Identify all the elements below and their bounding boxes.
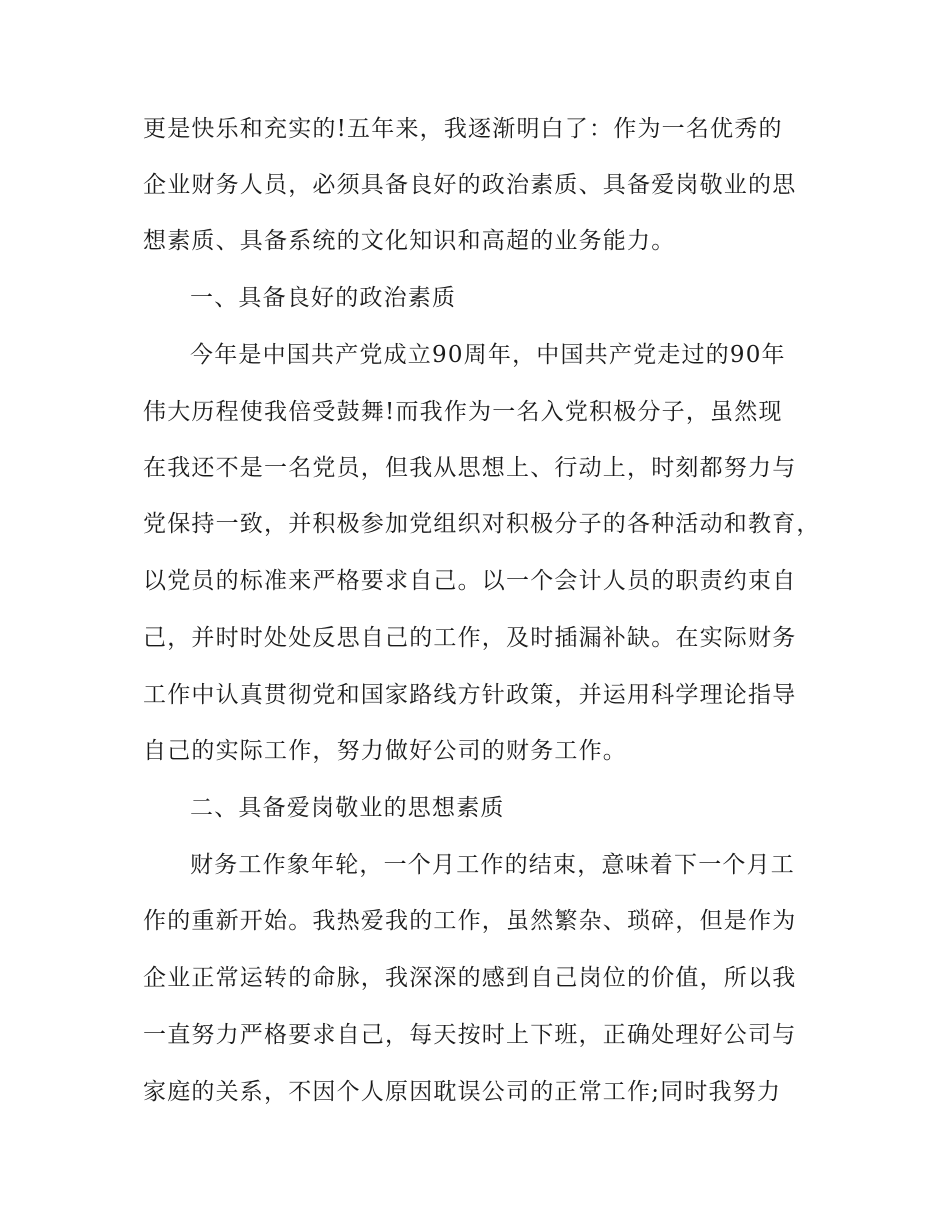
text-line: 伟大历程使我倍受鼓舞!而我作为一名入党积极分子，虽然现 <box>143 399 783 425</box>
text-line: 党保持一致，并积极参加党组织对积极分子的各种活动和教育， <box>143 511 821 537</box>
text-line: 在我还不是一名党员，但我从思想上、行动上，时刻都努力与 <box>143 455 797 481</box>
text-line: 工作中认真贯彻党和国家路线方针政策，并运用科学理论指导 <box>143 682 797 708</box>
text-line: 己，并时时处处反思自己的工作，及时插漏补缺。在实际财务 <box>143 625 797 651</box>
section-heading: 二、具备爱岗敬业的思想素质 <box>190 795 505 821</box>
text-line: 自己的实际工作，努力做好公司的财务工作。 <box>143 738 627 764</box>
text-line: 财务工作象年轮，一个月工作的结束，意味着下一个月工 <box>190 852 795 878</box>
text-line: 家庭的关系，不因个人原因耽误公司的正常工作;同时我努力 <box>143 1079 782 1105</box>
text-line: 更是快乐和充实的!五年来，我逐渐明白了：作为一名优秀的 <box>143 116 783 142</box>
text-line: 作的重新开始。我热爱我的工作，虽然繁杂、琐碎，但是作为 <box>143 908 797 934</box>
section-heading: 一、具备良好的政治素质 <box>190 285 457 311</box>
text-line: 企业财务人员，必须具备良好的政治素质、具备爱岗敬业的思 <box>143 172 797 198</box>
text-line: 以党员的标准来严格要求自己。以一个会计人员的职责约束自 <box>143 568 797 594</box>
text-line: 企业正常运转的命脉，我深深的感到自己岗位的价值，所以我 <box>143 965 797 991</box>
text-line: 今年是中国共产党成立90周年，中国共产党走过的90年 <box>190 342 786 368</box>
text-line: 一直努力严格要求自己，每天按时上下班，正确处理好公司与 <box>143 1022 797 1048</box>
text-line: 想素质、具备系统的文化知识和高超的业务能力。 <box>143 228 676 254</box>
